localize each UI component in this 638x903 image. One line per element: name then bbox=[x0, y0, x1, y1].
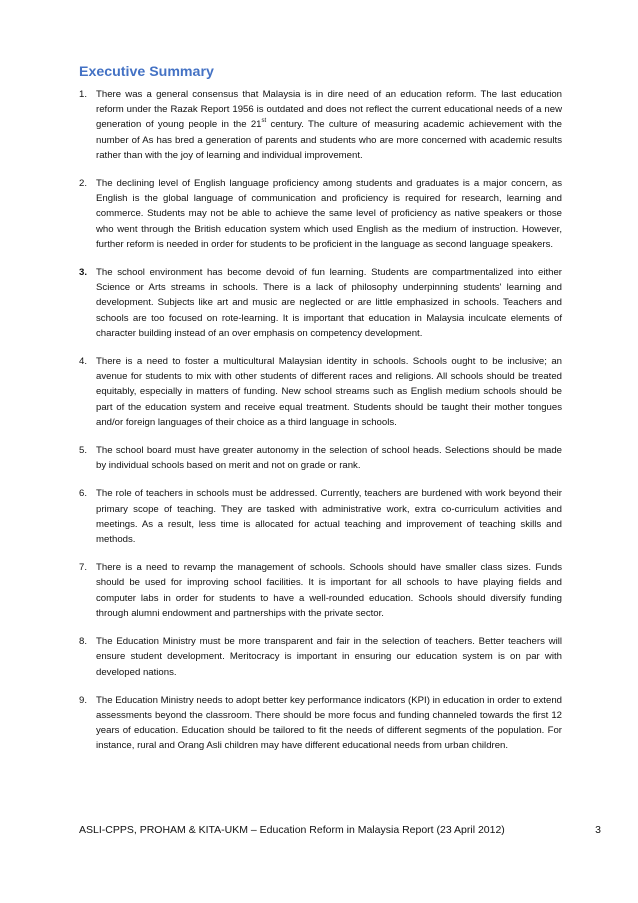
item-text: There was a general consensus that Malaysia is in dire need of an education reform. The last education reform under the Razak Report 1956 is outdated and does not reflect the current educational needs of a new generation of young people in the 21st century. The culture of measuring academic achievement with the number of As has bred a generation of parents and students who are more concerned with academic results rather than with the joy of learning and individual improvement. bbox=[96, 89, 563, 161]
item-text: There is a need to foster a multicultural Malaysian identity in schools. Schools ought to be inclusive; an avenue for students to mix with other students of different races and religions. All schools should be treated equitably, especially in matters of funding. New school streams such as English medium schools should be part of the education system and receive equal treatment. Students should be taught their mother tongues and/or foreign languages of their choice as a third language in schools. bbox=[96, 356, 562, 428]
item-text: The declining level of English language proficiency among students and graduates is a major concern, as English is the global language of communication and proficiency is required for research, learning and commerce. Students may not be able to achieve the same level of proficiency as native speakers or those who went through the British education system which used English as the medium of instruction. However, further reform is needed in order for students to be proficient in the language as second language speakers. bbox=[96, 178, 562, 250]
item-text: The school environment has become devoid of fun learning. Students are compartmentalized into either Science or Arts streams in schools. There is a lack of philosophy underpinning students' learning and development. Subjects like art and music are neglected or are little emphasized in schools. Teachers and schools are too focused on rote-learning. It is important that education in Malaysia inculcate elements of character building instead of an over emphasis on competency development. bbox=[96, 267, 562, 339]
page-number: 3 bbox=[595, 824, 601, 836]
summary-list bbox=[79, 87, 562, 767]
item-number: 4. bbox=[79, 356, 88, 368]
item-text: The school board must have greater autonomy in the selection of school heads. Selections should be made by individual schools based on merit and not on grade or rank. bbox=[96, 445, 562, 472]
section-title: Executive Summary bbox=[79, 64, 214, 80]
item-text: The role of teachers in schools must be addressed. Currently, teachers are burdened with work beyond their primary scope of teaching. They are tasked with administrative work, extra co-curriculum activities and meetings. As a result, less time is allocated for actual teaching and improvement of teaching skills and methods. bbox=[96, 488, 562, 546]
list-item bbox=[79, 560, 562, 621]
item-number: 1. bbox=[79, 89, 88, 100]
item-text: The Education Ministry must be more transparent and fair in the selection of teachers. Better teachers will ensure student development. Meritocracy is important in ensuring our education system is on par with developed nations. bbox=[96, 636, 562, 678]
list-item bbox=[79, 634, 562, 680]
item-text: There is a need to revamp the management of schools. Schools should have smaller class sizes. Funds should be used for improving school facilities. It is important for all schools to have playing fields and computer labs in order for students to have a well-rounded education. Schools should diversify funding through alumni endowment and partnerships with the private sector. bbox=[96, 562, 562, 619]
list-item bbox=[79, 486, 562, 547]
item-number: 6. bbox=[79, 488, 88, 500]
item-text: The Education Ministry needs to adopt better key performance indicators (KPI) in education in order to extend assessments beyond the classroom. There should be more focus and funding channeled towards the first 12 years of education. Education should be tailored to fit the needs of different segments of the population. For instance, rural and Orang Asli children may have different educational needs from urban children. bbox=[96, 694, 562, 752]
item-number: 3. bbox=[79, 267, 88, 279]
footer-text: ASLI-CPPS, PROHAM & KITA-UKM – Education Reform in Malaysia Report (23 April 2012) bbox=[79, 824, 505, 836]
item-number: 9. bbox=[79, 694, 88, 706]
list-item bbox=[79, 443, 562, 473]
page-footer bbox=[79, 824, 601, 836]
item-number: 2. bbox=[79, 178, 88, 190]
list-item bbox=[79, 265, 562, 341]
superscript: st bbox=[261, 118, 267, 125]
list-item bbox=[79, 87, 562, 163]
list-item bbox=[79, 693, 562, 754]
item-number: 8. bbox=[79, 636, 88, 648]
item-number: 7. bbox=[79, 562, 88, 574]
item-number: 5. bbox=[79, 445, 88, 457]
list-item bbox=[79, 176, 562, 252]
list-item bbox=[79, 354, 562, 430]
